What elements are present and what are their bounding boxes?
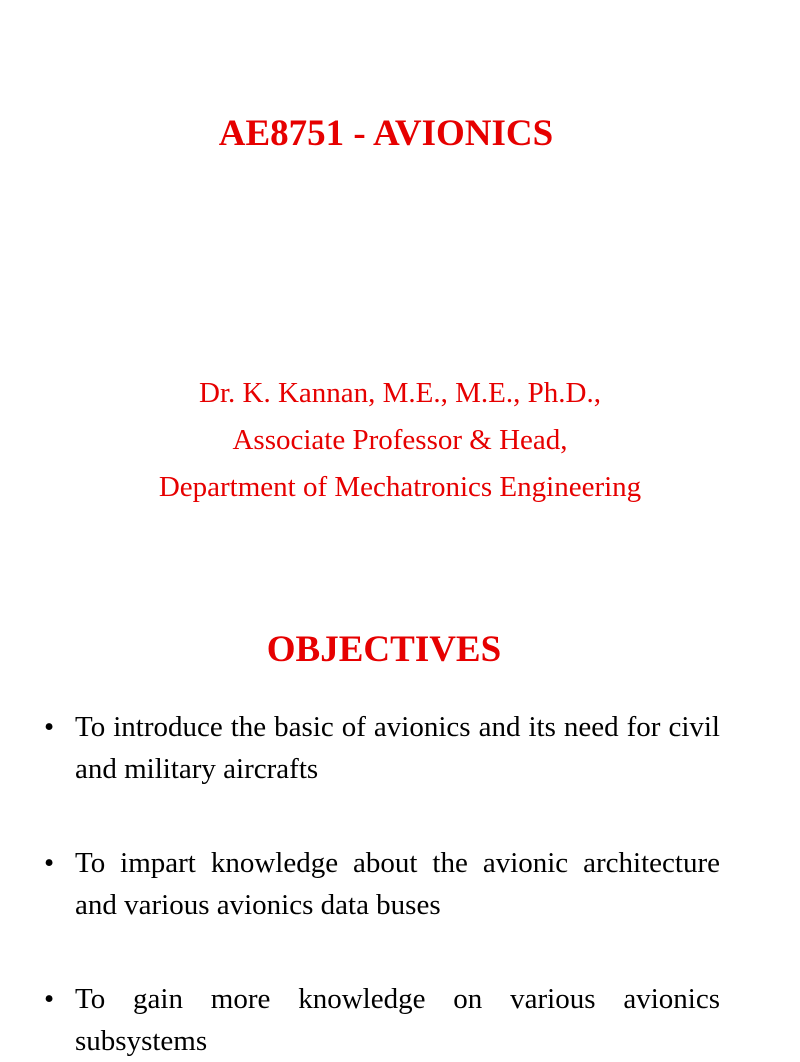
objectives-list	[44, 706, 720, 1062]
author-designation: Associate Professor & Head,	[232, 424, 568, 456]
objective-text: To impart knowledge about the avionic architecture and various avionics data buses	[75, 847, 720, 921]
objective-item	[44, 978, 720, 1062]
objective-text: To gain more knowledge on various avionics subsystems	[75, 983, 720, 1057]
author-name: Dr. K. Kannan, M.E., M.E., Ph.D.,	[199, 377, 601, 409]
objectives-heading: OBJECTIVES	[266, 629, 502, 670]
bullet-icon: •	[44, 983, 55, 1015]
bullet-icon: •	[44, 711, 55, 743]
objective-item	[44, 706, 720, 790]
bullet-icon: •	[44, 847, 55, 879]
objective-item	[44, 842, 720, 926]
author-department: Department of Mechatronics Engineering	[158, 471, 642, 503]
author-block	[0, 370, 800, 511]
objective-text: To introduce the basic of avionics and its need for civil and military aircrafts	[75, 711, 720, 785]
slide-title: AE8751 - AVIONICS	[218, 113, 554, 154]
